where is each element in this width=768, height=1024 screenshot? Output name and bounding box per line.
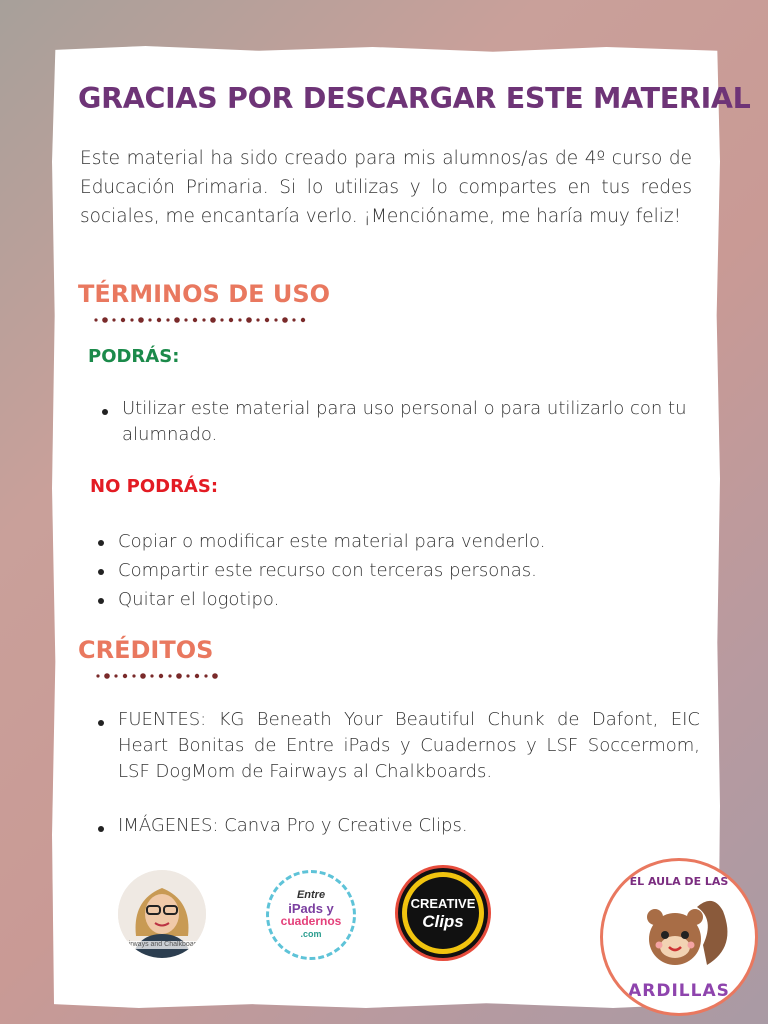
credits-list <box>94 707 700 839</box>
entre-logo-text: .com <box>300 929 322 939</box>
aula-ardillas-logo <box>600 858 758 1016</box>
terms-dotted-divider <box>92 312 312 328</box>
fairways-logo-text: Fairways and Chalkboards <box>118 941 206 949</box>
list-item: Copiar o modificar este material para venderlo. <box>94 527 694 556</box>
intro-paragraph: Este material ha sido creado para mis alumnos/as de 4º curso de Educación Primaria. Si lo utilizas y lo compartes en tus redes sociales, me encantaría verlo. ¡Menciónamе, me haría muy feliz! <box>80 148 692 227</box>
can-list <box>98 396 698 448</box>
list-item: FUENTES: KG Beneath Your Beautiful Chunk de Dafont, EIC Heart Bonitas de Entre iPads y Cuadernos y LSF Soccermom, LSF DogMom de Fairways al Chalkboards. <box>94 707 700 785</box>
aula-logo-text-bottom: ARDILLAS <box>628 981 730 1001</box>
credits-dotted-divider <box>94 668 224 684</box>
cannot-title: NO PODRÁS: <box>90 476 219 497</box>
fairways-logo <box>118 870 206 958</box>
entre-logo-text: Entre <box>296 889 326 901</box>
creative-logo-text: CREATIVE <box>410 896 476 911</box>
credits-title: CRÉDITOS <box>78 636 214 664</box>
cannot-list <box>94 527 694 614</box>
list-item: IMÁGENES: Canva Pro y Creative Clips. <box>94 813 700 839</box>
can-title: PODRÁS: <box>88 346 180 367</box>
creative-clips-logo <box>398 868 488 958</box>
aula-logo-text-top: EL AULA DE LAS <box>629 875 729 888</box>
list-item: Quitar el logotipo. <box>94 585 694 614</box>
list-item: Utilizar este material para uso personal o para utilizarlo con tu alumnado. <box>98 396 698 448</box>
entre-logo-text: cuadernos <box>280 914 342 928</box>
terms-title: TÉRMINOS DE USO <box>78 280 331 308</box>
list-item: Compartir este recurso con terceras personas. <box>94 556 694 585</box>
creative-logo-text: Clips <box>422 912 464 931</box>
entre-logo-text: iPads y <box>288 901 334 916</box>
entre-ipads-logo <box>266 870 356 960</box>
squirrel-icon <box>619 887 739 987</box>
page-title: GRACIAS POR DESCARGAR ESTE MATERIAL <box>78 82 751 115</box>
